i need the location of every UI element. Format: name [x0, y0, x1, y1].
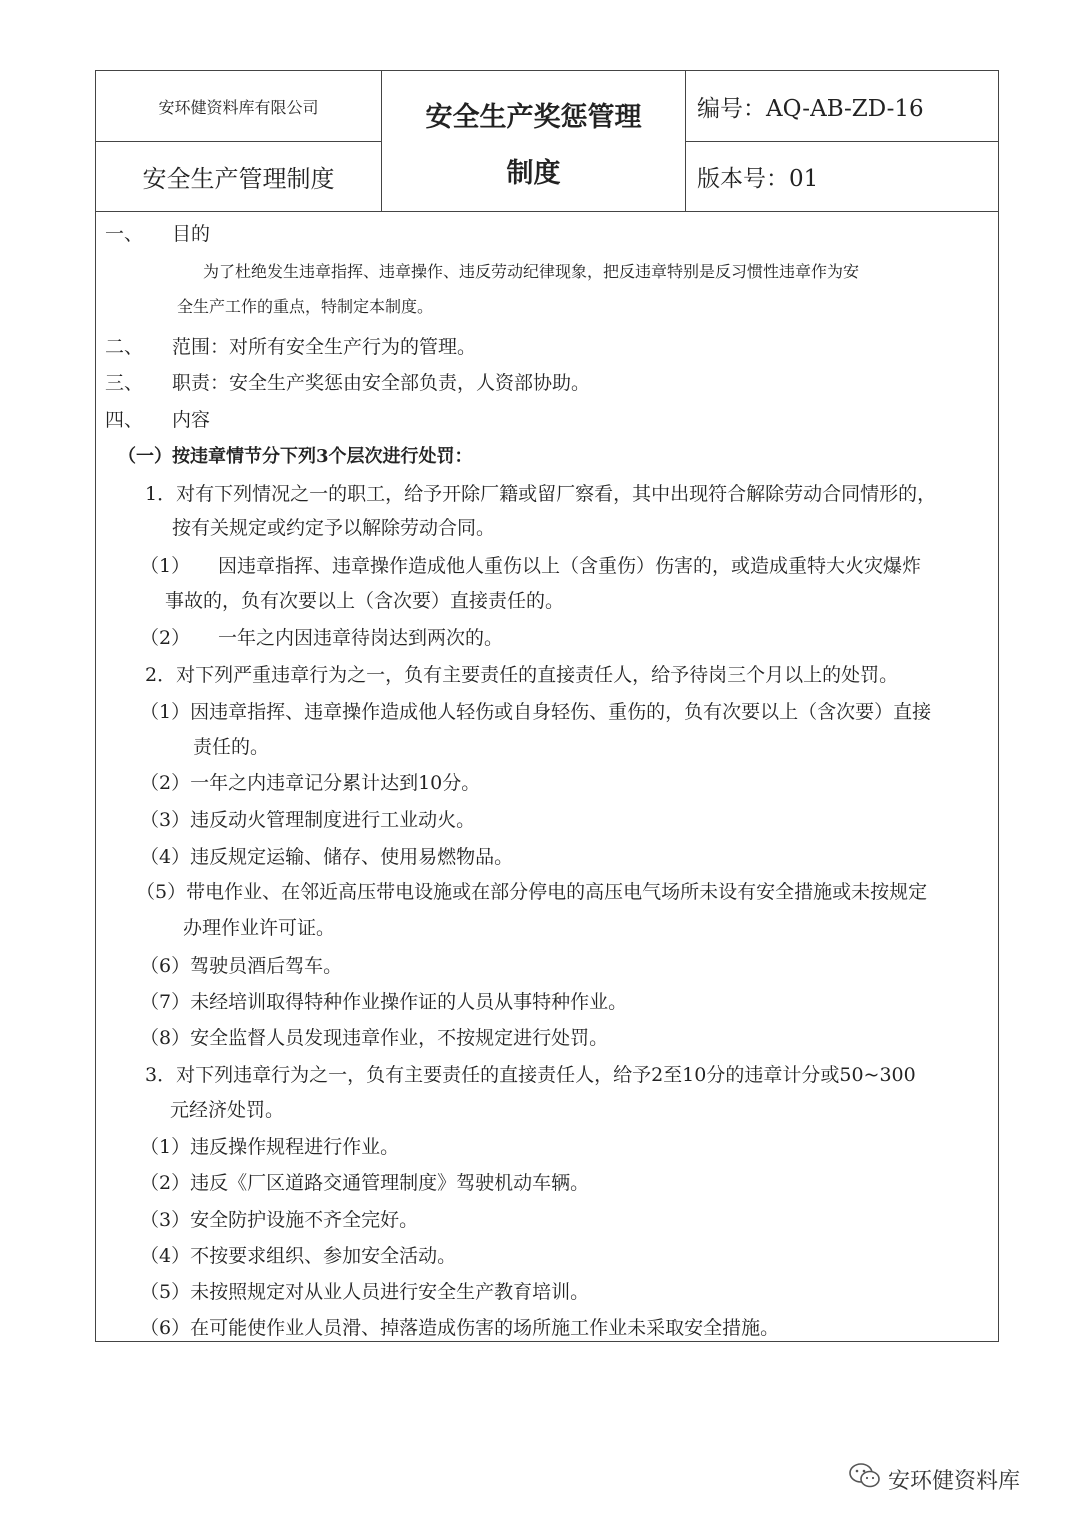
list-item-number: （2）	[140, 627, 191, 649]
section-title: 内容	[172, 409, 211, 431]
list-item: （7）未经培训取得特种作业操作证的人员从事特种作业。	[140, 991, 628, 1013]
section-text: 职责：安全生产奖惩由安全部负责，人资部协助。	[172, 372, 591, 394]
doc-title: 安全生产奖惩管理	[425, 101, 642, 133]
section-title: 目的	[172, 223, 211, 245]
category: 安全生产管理制度	[142, 165, 335, 193]
list-item-cont: 按有关规定或约定予以解除劳动合同。	[172, 517, 496, 539]
list-item-cont: 办理作业许可证。	[183, 917, 336, 939]
doc-title-cont: 制度	[506, 157, 561, 189]
paragraph: 为了杜绝发生违章指挥、违章操作、违反劳动纪律现象，把反违章特别是反习惯性违章作为安	[203, 262, 860, 281]
list-item: （3）违反动火管理制度进行工业动火。	[140, 809, 476, 831]
list-item: 3．对下列违章行为之一，负有主要责任的直接责任人，给予2至10分的违章计分或50~300	[145, 1064, 916, 1086]
list-item: （3）安全防护设施不齐全完好。	[140, 1209, 419, 1231]
section-number: 一、	[105, 223, 144, 245]
list-item: （1）违反操作规程进行作业。	[140, 1136, 400, 1158]
watermark-text: 安环健资料库	[888, 1468, 1021, 1494]
wechat-icon	[848, 1462, 882, 1496]
section-number: 四、	[105, 409, 144, 431]
list-item-cont: 事故的，负有次要以上（含次要）直接责任的。	[165, 590, 565, 612]
subsection-heading: （一）按违章情节分下列3个层次进行处罚：	[118, 446, 473, 467]
list-item-cont: 元经济处罚。	[170, 1099, 285, 1121]
list-item: 一年之内因违章待岗达到两次的。	[218, 627, 504, 649]
list-item: （2）违反《厂区道路交通管理制度》驾驶机动车辆。	[140, 1172, 590, 1194]
list-item: （1）因违章指挥、违章操作造成他人轻伤或自身轻伤、重伤的，负有次要以上（含次要）直接	[140, 701, 932, 723]
list-item: （8）安全监督人员发现违章作业，不按规定进行处罚。	[140, 1027, 609, 1049]
paragraph: 全生产工作的重点，特制定本制度。	[177, 297, 434, 316]
list-item: 因违章指挥、违章操作造成他人重伤以上（含重伤）伤害的，或造成重特大火灾爆炸	[218, 555, 922, 577]
list-item: （6）在可能使作业人员滑、掉落造成伤害的场所施工作业未采取安全措施。	[140, 1317, 780, 1339]
list-item: （2）一年之内违章记分累计达到10分。	[140, 772, 481, 794]
section-number: 二、	[105, 336, 144, 358]
doc-number: 编号：AQ-AB-ZD-16	[697, 95, 924, 122]
list-item: （6）驾驶员酒后驾车。	[140, 955, 343, 977]
list-item: （4）违反规定运输、储存、使用易燃物品。	[140, 846, 514, 868]
section-text: 范围：对所有安全生产行为的管理。	[172, 336, 477, 358]
list-item: （5）未按照规定对从业人员进行安全生产教育培训。	[140, 1281, 590, 1303]
watermark	[848, 1462, 1020, 1496]
divider	[685, 70, 686, 211]
list-item: （4）不按要求组织、参加安全活动。	[140, 1245, 457, 1267]
version-number: 版本号：01	[697, 166, 819, 192]
list-item-cont: 责任的。	[193, 736, 270, 758]
list-item: 1．对有下列情况之一的职工，给予开除厂籍或留厂察看，其中出现符合解除劳动合同情形的，	[145, 483, 937, 505]
divider	[95, 211, 999, 212]
list-item: （5）带电作业、在邻近高压带电设施或在部分停电的高压电气场所未设有安全措施或未按规定	[136, 881, 928, 903]
list-item: 2．对下列严重违章行为之一，负有主要责任的直接责任人，给予待岗三个月以上的处罚。	[145, 664, 899, 686]
section-number: 三、	[105, 372, 144, 394]
company-name: 安环健资料库有限公司	[158, 97, 319, 117]
list-item-number: （1）	[140, 555, 191, 577]
